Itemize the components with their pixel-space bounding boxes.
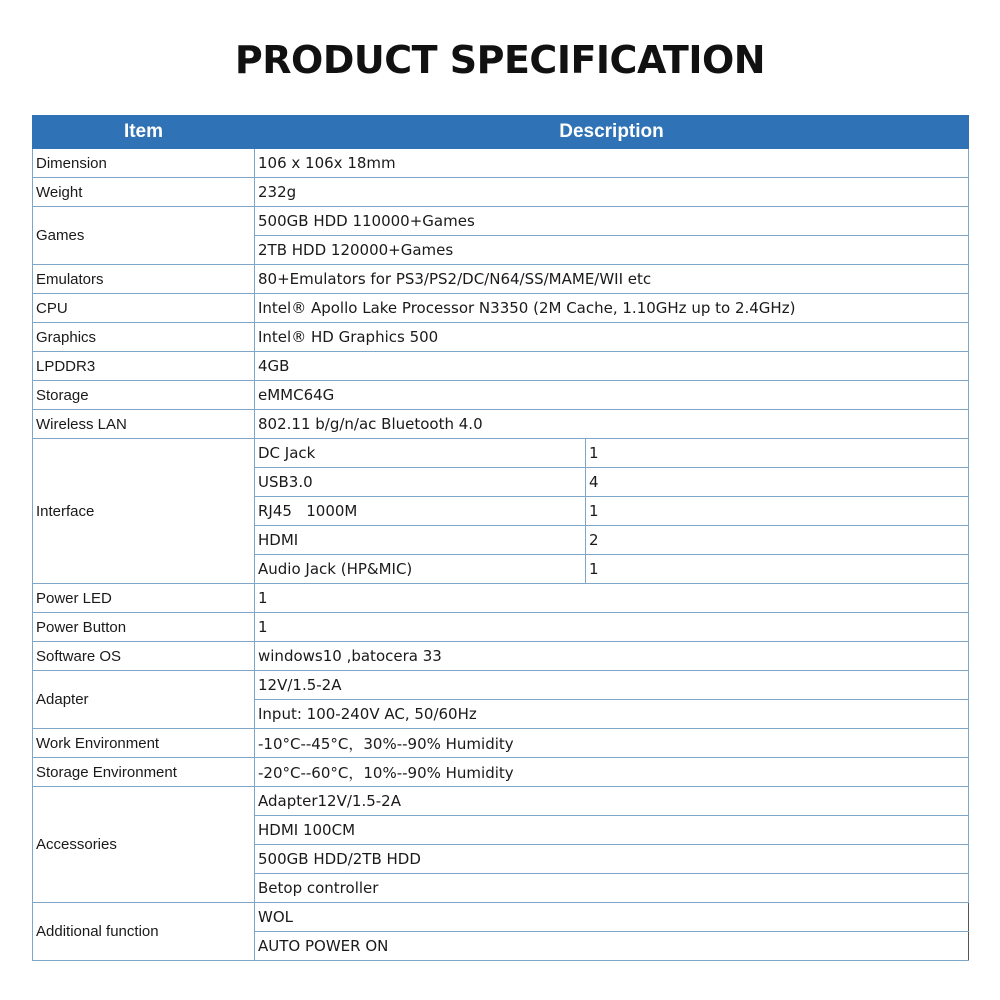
row-value: 500GB HDD/2TB HDD [255, 845, 969, 874]
table-row [33, 207, 969, 236]
port-count: 1 [586, 497, 969, 526]
table-row [33, 729, 969, 758]
port-name: HDMI [255, 526, 586, 555]
table-row [33, 613, 969, 642]
row-label: Work Environment [33, 729, 255, 758]
port-count: 4 [586, 468, 969, 497]
table-row [33, 584, 969, 613]
row-label: Weight [33, 178, 255, 207]
row-value: 106 x 106x 18mm [255, 149, 969, 178]
header-description: Description [255, 116, 969, 149]
row-value: Intel® HD Graphics 500 [255, 323, 969, 352]
row-label: Storage Environment [33, 758, 255, 787]
port-count: 1 [586, 555, 969, 584]
table-row [33, 410, 969, 439]
row-value: 2TB HDD 120000+Games [255, 236, 969, 265]
page-title: PRODUCT SPECIFICATION [234, 38, 766, 82]
table-row [33, 671, 969, 700]
port-count: 2 [586, 526, 969, 555]
row-value: 802.11 b/g/n/ac Bluetooth 4.0 [255, 410, 969, 439]
row-value: eMMC64G [255, 381, 969, 410]
table-row [33, 642, 969, 671]
port-name: DC Jack [255, 439, 586, 468]
row-value: Adapter12V/1.5-2A [255, 787, 969, 816]
table-row [33, 149, 969, 178]
row-value: Intel® Apollo Lake Processor N3350 (2M Cache, 1.10GHz up to 2.4GHz) [255, 294, 969, 323]
row-value: 1 [255, 613, 969, 642]
row-value: 1 [255, 584, 969, 613]
row-label: CPU [33, 294, 255, 323]
table-row [33, 439, 969, 468]
row-value: WOL [255, 903, 969, 932]
row-value: 500GB HDD 110000+Games [255, 207, 969, 236]
table-row [33, 294, 969, 323]
row-value: 12V/1.5-2A [255, 671, 969, 700]
row-value: 4GB [255, 352, 969, 381]
row-label: Wireless LAN [33, 410, 255, 439]
table-row [33, 265, 969, 294]
port-name: Audio Jack (HP&MIC) [255, 555, 586, 584]
row-label: Additional function [33, 903, 255, 961]
row-label: Accessories [33, 787, 255, 903]
port-count: 1 [586, 439, 969, 468]
row-label: Emulators [33, 265, 255, 294]
row-label: Dimension [33, 149, 255, 178]
row-value: 232g [255, 178, 969, 207]
port-name: RJ45 1000M [255, 497, 586, 526]
row-label: Graphics [33, 323, 255, 352]
row-label: Software OS [33, 642, 255, 671]
table-row [33, 381, 969, 410]
port-name: USB3.0 [255, 468, 586, 497]
spec-table [32, 115, 969, 961]
row-label: Interface [33, 439, 255, 584]
row-value: AUTO POWER ON [255, 932, 969, 961]
row-label: LPDDR3 [33, 352, 255, 381]
row-value: Betop controller [255, 874, 969, 903]
row-value: -20°C--60°C，10%--90% Humidity [255, 758, 969, 787]
table-header [33, 116, 969, 149]
row-label: Storage [33, 381, 255, 410]
row-label: Adapter [33, 671, 255, 729]
row-value: windows10 ,batocera 33 [255, 642, 969, 671]
table-row [33, 758, 969, 787]
row-label: Power Button [33, 613, 255, 642]
row-value: HDMI 100CM [255, 816, 969, 845]
row-label: Games [33, 207, 255, 265]
row-value: 80+Emulators for PS3/PS2/DC/N64/SS/MAME/WII etc [255, 265, 969, 294]
row-value: -10°C--45°C，30%--90% Humidity [255, 729, 969, 758]
table-row [33, 178, 969, 207]
table-row [33, 352, 969, 381]
header-item: Item [33, 116, 255, 149]
row-value: Input: 100-240V AC, 50/60Hz [255, 700, 969, 729]
table-row [33, 903, 969, 932]
table-row [33, 323, 969, 352]
table-row [33, 787, 969, 816]
row-label: Power LED [33, 584, 255, 613]
